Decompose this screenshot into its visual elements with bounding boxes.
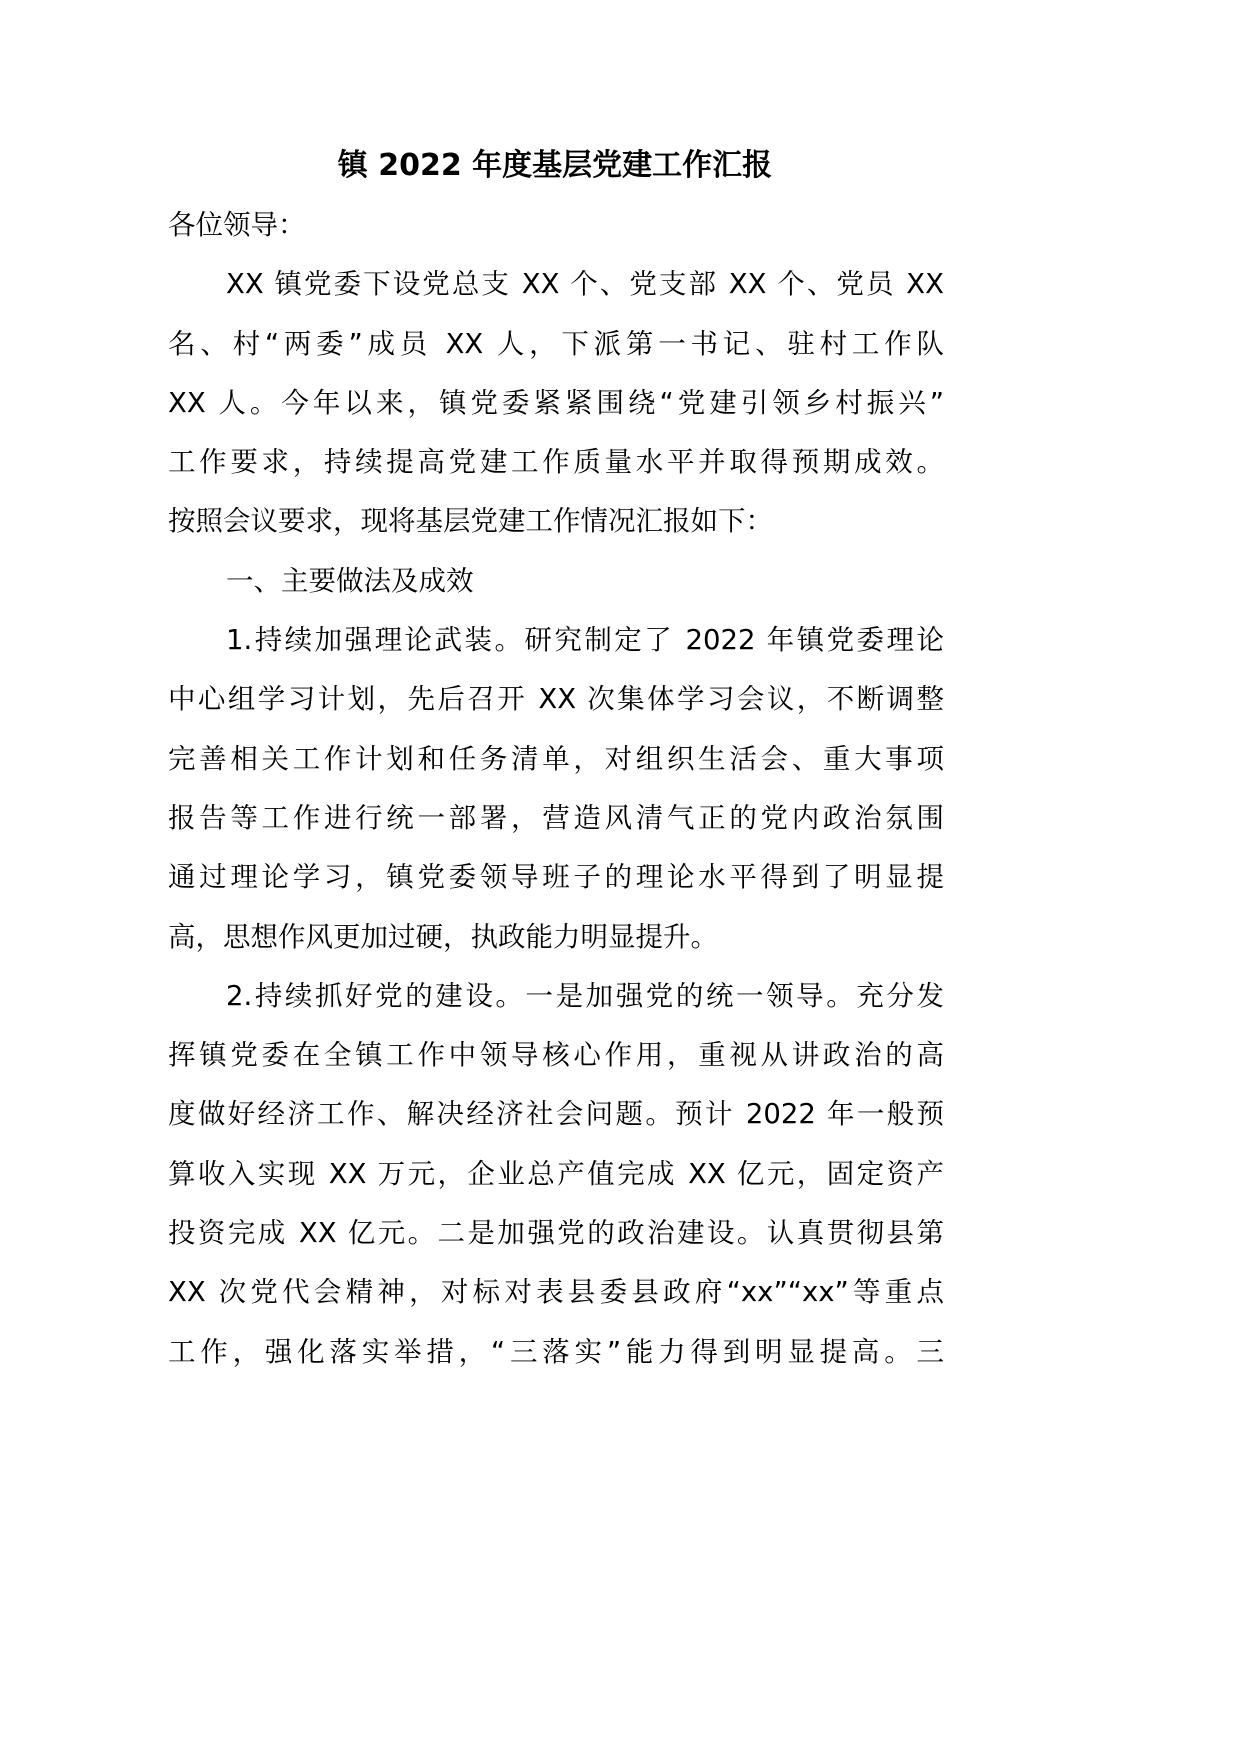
paragraph-line: 完善相关工作计划和任务清单，对组织生活会、重大事项: [168, 742, 944, 775]
paragraph-line: 1.持续加强理论武装。研究制定了 2022 年镇党委理论: [226, 624, 944, 657]
paragraph-line: 高，思想作风更加过硬，执政能力明显提升。: [168, 920, 718, 953]
paragraph-line: 名、村“两委”成员 XX 人，下派第一书记、驻村工作队: [168, 327, 944, 360]
paragraph-line: 挥镇党委在全镇工作中领导核心作用，重视从讲政治的高: [168, 1039, 944, 1072]
document-title: 镇 2022 年度基层党建工作汇报: [337, 148, 773, 183]
paragraph-line: 工作要求，持续提高党建工作质量水平并取得预期成效。: [168, 446, 944, 479]
salutation: 各位领导：: [168, 209, 306, 241]
section-heading: 一、主要做法及成效: [226, 564, 474, 597]
paragraph-line: XX 镇党委下设党总支 XX 个、党支部 XX 个、党员 XX: [226, 268, 944, 301]
paragraph-line: 按照会议要求，现将基层党建工作情况汇报如下：: [168, 505, 773, 538]
paragraph-line: 工作，强化落实举措，“三落实”能力得到明显提高。三: [168, 1335, 944, 1368]
paragraph-line: XX 人。今年以来，镇党委紧紧围绕“党建引领乡村振兴”: [168, 386, 944, 419]
document-body: [168, 196, 944, 1382]
paragraph-line: 度做好经济工作、解决经济社会问题。预计 2022 年一般预: [168, 1098, 944, 1131]
paragraph-line: 算收入实现 XX 万元，企业总产值完成 XX 亿元，固定资产: [168, 1157, 944, 1190]
paragraph-line: 中心组学习计划，先后召开 XX 次集体学习会议，不断调整: [168, 683, 944, 716]
paragraph-line: 报告等工作进行统一部署，营造风清气正的党内政治氛围: [168, 801, 944, 834]
paragraph-line: XX 次党代会精神，对标对表县委县政府“xx”“xx”等重点: [168, 1276, 944, 1309]
paragraph-line: 2.持续抓好党的建设。一是加强党的统一领导。充分发: [226, 979, 944, 1012]
paragraph-line: 投资完成 XX 亿元。二是加强党的政治建设。认真贯彻县第: [168, 1217, 944, 1250]
paragraph-line: 通过理论学习，镇党委领导班子的理论水平得到了明显提: [168, 861, 944, 894]
